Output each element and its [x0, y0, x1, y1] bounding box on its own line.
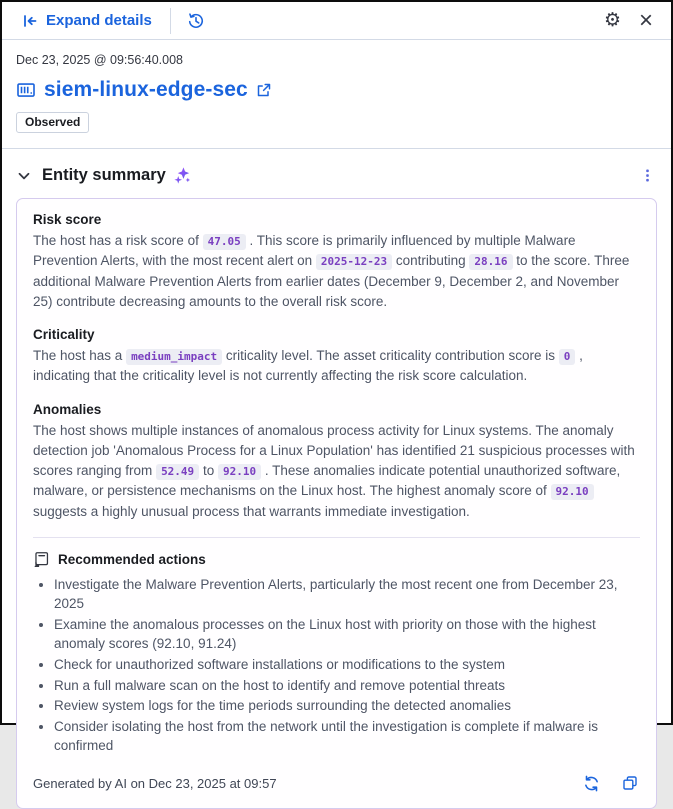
recommended-action-item: • Check for unauthorized software installations or modifications to the system	[54, 655, 640, 675]
inline-code-value: 0	[559, 349, 576, 365]
inline-code-value: 2025-12-23	[316, 254, 392, 270]
recommended-actions-list	[33, 575, 640, 756]
section-heading: Criticality	[33, 327, 95, 342]
vertical-dots-icon	[640, 168, 655, 183]
recommended-action-item: • Examine the anomalous processes on the Linux host with priority on those with the highest anomaly scores (92.10, 91.24)	[54, 615, 640, 654]
close-icon: ×	[638, 6, 653, 34]
close-flyout-button[interactable]	[637, 7, 655, 35]
summary-footer	[33, 773, 640, 794]
host-storage-icon	[16, 80, 36, 100]
refresh-icon	[583, 775, 600, 792]
settings-button[interactable]	[602, 9, 623, 32]
section-heading: Risk score	[33, 212, 102, 227]
inline-code-value: 47.05	[203, 234, 246, 250]
recommended-action-item: • Run a full malware scan on the host to identify and remove potential threats	[54, 676, 640, 696]
summary-options-button[interactable]	[638, 166, 657, 185]
entity-summary-header	[16, 166, 657, 185]
regenerate-button[interactable]	[581, 773, 602, 794]
section-heading: Anomalies	[33, 401, 102, 417]
recommended-actions-title: Recommended actions	[58, 551, 206, 567]
inline-code-value: medium_impact	[126, 349, 222, 365]
summary-sections	[33, 212, 640, 522]
section-paragraph: The host has a medium_impact criticality level. The asset criticality contribution score is 0 , indicating that the criticality level is not currently affecting the risk score calculation.	[33, 348, 583, 384]
expand-details-button[interactable]	[18, 10, 156, 31]
entity-summary-panel	[16, 198, 657, 809]
chevron-down-icon	[16, 168, 32, 184]
recommended-actions-header	[33, 551, 640, 568]
section-paragraph: The host has a risk score of 47.05 . This score is primarily influenced by multiple Malware Prevention Alerts, with the most recent alert on 2025-12-23 contributing 28.16 to the score. Three additional Malware Prevention Alerts from earlier dates (December 9, December 2, and November 25) contribute decreasing amounts to the overall risk score.	[33, 233, 630, 309]
recommended-action-item: • Investigate the Malware Prevention Alerts, particularly the most recent one from December 23, 2025	[54, 575, 640, 614]
inline-code-value: 92.10	[218, 464, 261, 480]
inline-code-value: 92.10	[551, 484, 594, 500]
entity-summary-toggle[interactable]	[16, 166, 166, 185]
recommended-separator	[33, 537, 640, 538]
section-paragraph: The host shows multiple instances of anomalous process activity for Linux systems. The anomaly detection job 'Anomalous Process for a Linux Population' has identified 21 suspicious processes with scores ranging from 52.49 to 92.10 . These anomalies indicate potential unauthorized software, malware, or persistence mechanisms on the Linux host. The highest anomaly score of 92.10 suggests a highly unusual process that warrants immediate investigation.	[33, 422, 635, 519]
entity-title-row	[16, 78, 657, 102]
open-external-icon[interactable]	[256, 82, 272, 98]
entity-timestamp: Dec 23, 2025 @ 09:56:40.008	[16, 53, 183, 67]
entity-name-link[interactable]: siem-linux-edge-sec	[44, 78, 248, 101]
recommended-action-item: • Review system logs for the time periods surrounding the detected anomalies	[54, 696, 640, 716]
history-button[interactable]	[185, 10, 207, 32]
generated-by-text: Generated by AI on Dec 23, 2025 at 09:57	[33, 775, 277, 791]
copy-icon	[622, 775, 638, 791]
collapse-panel-icon	[22, 13, 38, 29]
ai-sparkles-icon	[173, 166, 192, 185]
history-clock-icon	[187, 12, 205, 30]
recommended-action-item: • Consider isolating the host from the network until the investigation is complete if malware is confirmed	[54, 717, 640, 756]
documentation-icon	[33, 551, 50, 568]
toolbar-divider	[170, 8, 171, 34]
flyout-toolbar	[2, 2, 671, 40]
inline-code-value: 28.16	[469, 254, 512, 270]
gear-icon: ⚙	[603, 9, 621, 31]
inline-code-value: 52.49	[156, 464, 199, 480]
observed-badge: Observed	[16, 112, 89, 133]
header-separator	[2, 148, 671, 149]
copy-summary-button[interactable]	[620, 773, 640, 793]
entity-summary-title: Entity summary	[42, 166, 166, 184]
expand-details-label: Expand details	[46, 12, 152, 29]
